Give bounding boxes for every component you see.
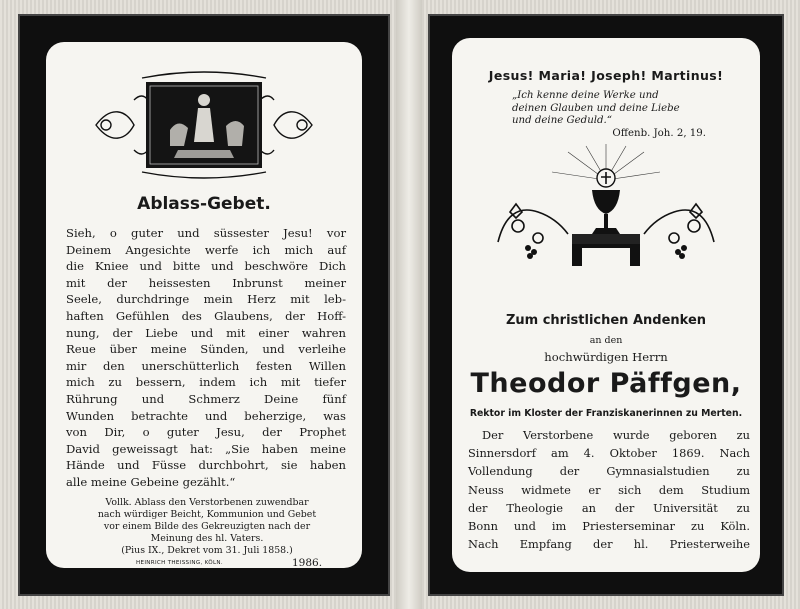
prayer-line: Deinem Angesichte werfe ich mich auf bbox=[66, 242, 346, 257]
prayer-line: mit der heissesten Inbrunst meiner bbox=[66, 275, 346, 290]
prayer-title: Ablass-Gebet. bbox=[137, 194, 271, 214]
indulgence-line: Vollk. Ablass den Verstorbenen zuwendbar bbox=[105, 497, 309, 508]
indulgence-line: (Pius IX., Dekret vom 31. Juli 1858.) bbox=[121, 545, 293, 556]
bio-line: Vollendung der Gymnasialstudien zu bbox=[468, 464, 750, 479]
prayer-line: Seele, durchdringe mein Herz mit leb- bbox=[66, 292, 346, 307]
center-fold bbox=[396, 0, 422, 609]
quote-line: und deine Geduld.“ bbox=[512, 115, 612, 127]
indulgence-line: vor einem Bilde des Gekreuzigten nach der bbox=[103, 521, 311, 532]
quote-line: deinen Glauben und deine Liebe bbox=[512, 102, 680, 114]
prayer-line: nung, der Liebe und mit einer wahren bbox=[66, 325, 346, 340]
prayer-line: Hände und Füsse durchbohrt, sie haben bbox=[66, 458, 346, 473]
resurrection-vignette bbox=[86, 70, 322, 180]
an-den-text: an den bbox=[589, 335, 623, 346]
deceased-title: Rektor im Kloster der Franziskanerinnen zu Merten. bbox=[469, 408, 743, 419]
prayer-line: die Kniee und bitte und beschwöre Dich bbox=[66, 259, 346, 274]
indulgence-note bbox=[68, 497, 346, 557]
indulgence-line: nach würdiger Beicht, Kommunion und Gebet bbox=[97, 509, 317, 520]
printer-imprint: HEINRICH THEISSING, KÖLN. bbox=[136, 560, 223, 566]
indulgence-line: Meinung des hl. Vaters. bbox=[150, 533, 264, 544]
prayer-line: mir den unerschütterlich festen Willen bbox=[66, 358, 346, 373]
prayer-line: Reue über meine Sünden, und verleihe bbox=[66, 342, 346, 357]
prayer-line: Wunden betrachte und beherzige, was bbox=[66, 408, 346, 423]
imprint-year: 1986. bbox=[292, 557, 323, 568]
bio-line: der Theologie an der Universität zu bbox=[468, 500, 750, 515]
prayer-line: David geweissagt hat: „Sie haben meine bbox=[66, 441, 346, 456]
prayer-line: von Dir, o guter Jesu, der Prophet bbox=[66, 425, 346, 440]
quote-reference: Offenb. Joh. 2, 19. bbox=[612, 127, 706, 139]
prayer-line: alle meine Gebeine gezählt.“ bbox=[66, 474, 236, 489]
deceased-name: Theodor Päffgen, bbox=[470, 368, 742, 399]
chalice-emblem-icon bbox=[488, 142, 724, 274]
memorial-heading: Zum christlichen Andenken bbox=[505, 313, 707, 328]
memorial-card-right bbox=[428, 14, 784, 596]
prayer-line: mich zu bessern, indem ich mit tiefer bbox=[66, 375, 346, 390]
prayer-line: Sieh, o guter und süssester Jesu! vor bbox=[66, 226, 346, 240]
invocation-heading: Jesus! Maria! Joseph! Martinus! bbox=[488, 68, 724, 83]
bio-line: Neuss widmete er sich dem Studium bbox=[468, 482, 750, 497]
prayer-card-left bbox=[18, 14, 390, 596]
bio-line: Sinnersdorf am 4. Oktober 1869. Nach bbox=[468, 446, 750, 461]
scripture-quote bbox=[512, 90, 746, 140]
prayer-panel bbox=[46, 42, 362, 568]
memorial-panel bbox=[452, 38, 760, 572]
bio-line: Nach Empfang der hl. Priesterweihe bbox=[468, 537, 750, 552]
quote-line: „Ich kenne deine Werke und bbox=[512, 90, 659, 101]
biography-text bbox=[468, 426, 750, 553]
prayer-line: haften Gefühlen des Glaubens, der Hoff- bbox=[66, 308, 346, 323]
bio-line: Der Verstorbene wurde geboren zu bbox=[482, 428, 750, 442]
bio-line: Bonn und im Priesterseminar zu Köln. bbox=[468, 519, 750, 534]
honorific-text: hochwürdigen Herrn bbox=[544, 350, 668, 364]
prayer-text bbox=[66, 225, 346, 491]
prayer-line: Rührung und Schmerz Deine fünf bbox=[66, 391, 346, 406]
